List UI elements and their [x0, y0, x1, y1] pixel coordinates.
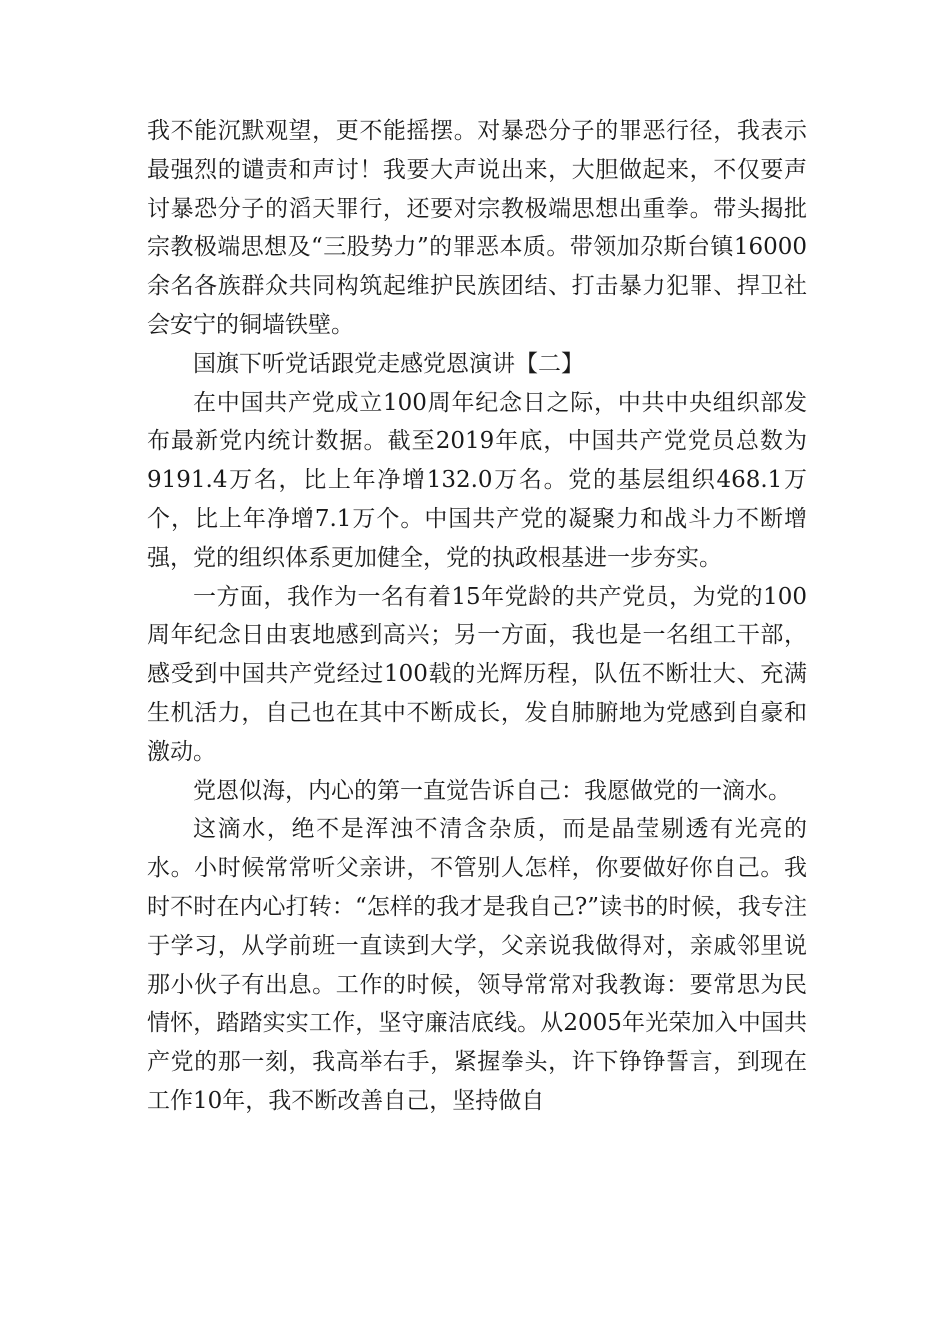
document-page	[147, 112, 807, 1121]
paragraph: 这滴水，绝不是浑浊不清含杂质，而是晶莹剔透有光亮的水。小时候常常听父亲讲，不管别人怎样，你要做好你自己。我时不时在内心打转：“怎样的我才是我自己?”读书的时候，我专注于学习，从学前班一直读到大学，父亲说我做得对，亲戚邻里说那小伙子有出息。工作的时候，领导常常对我教诲：要常思为民情怀，踏踏实实工作，坚守廉洁底线。从2005年光荣加入中国共产党的那一刻，我高举右手，紧握拳头，许下铮铮誓言，到现在工作10年，我不断改善自己，坚持做自	[147, 816, 807, 1114]
paragraph: 一方面，我作为一名有着15年党龄的共产党员，为党的100周年纪念日由衷地感到高兴；另一方面，我也是一名组工干部，感受到中国共产党经过100载的光辉历程，队伍不断壮大、充满生机活力，自己也在其中不断成长，发自肺腑地为党感到自豪和激动。	[147, 583, 807, 765]
paragraph: 在中国共产党成立100周年纪念日之际，中共中央组织部发布最新党内统计数据。截至2019年底，中国共产党党员总数为9191.4万名，比上年净增132.0万名。党的基层组织468.1万个，比上年净增7.1万个。中国共产党的凝聚力和战斗力不断增强，党的组织体系更加健全，党的执政根基进一步夯实。	[147, 389, 807, 571]
paragraph: 党恩似海，内心的第一直觉告诉自己：我愿做党的一滴水。	[193, 777, 791, 804]
section-heading: 国旗下听党话跟党走感党恩演讲【二】	[193, 350, 584, 377]
paragraph-continuation: 我不能沉默观望，更不能摇摆。对暴恐分子的罪恶行径，我表示最强烈的谴责和声讨！我要大声说出来，大胆做起来，不仅要声讨暴恐分子的滔天罪行，还要对宗教极端思想出重拳。带头揭批宗教极端思想及“三股势力”的罪恶本质。带领加尕斯台镇16000余名各族群众共同构筑起维护民族团结、打击暴力犯罪、捍卫社会安宁的铜墙铁壁。	[147, 118, 807, 338]
